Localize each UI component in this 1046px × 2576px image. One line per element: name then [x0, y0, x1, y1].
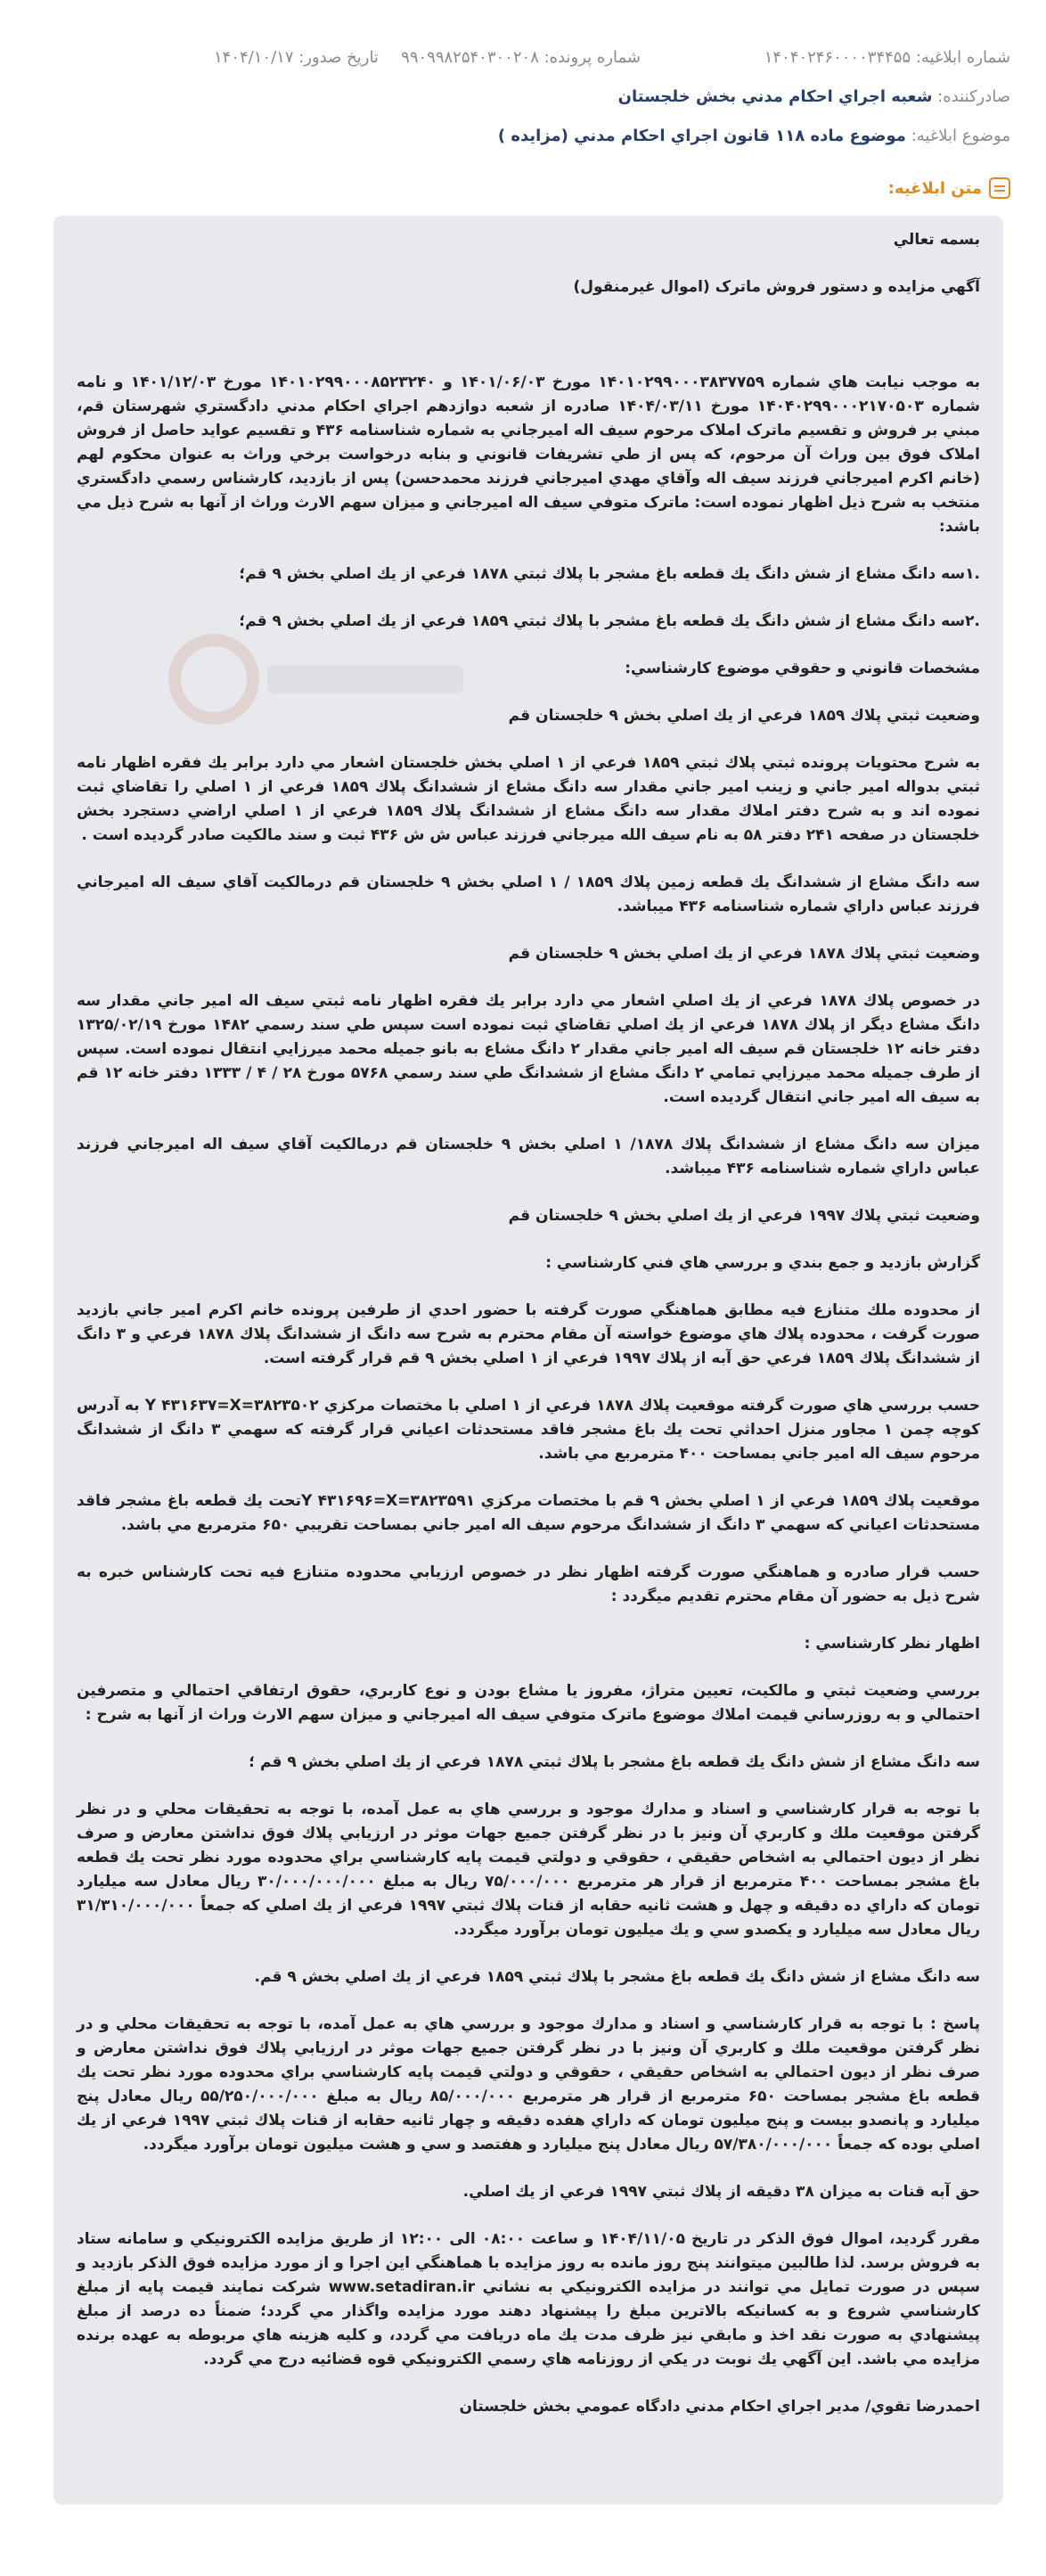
body-paragraph: سه دانگ مشاع از شش دانگ يك قطعه باغ مشجر با پلاك ثبتي ۱۸۵۹ فرعي از يك اصلي بخش ۹ قم. [254, 1968, 980, 1986]
body-heading: وضعيت ثبتي پلاك ۱۹۹۷ فرعي از يك اصلي بخش ۹ خلجستان قم [508, 1207, 980, 1225]
notice-number-label: شماره ابلاغيه: [915, 48, 1010, 67]
body-paragraph: در خصوص پلاك ۱۸۷۸ فرعي از يك اصلي اشعار مي دارد برابر يك فقره اظهار نامه ثبتي سيف اله امير جاني مقدار سه دانگ مشاع ديگر از پلاك ۱۸۷۸ فرعي از يك اصلي تقاضاي ثبت نموده است سپس طي سند رسمي ۱۴۸۲ مورخ ۱۳۲۵/۰۲/۱۹ دفتر خانه ۱۲ خلجستان قم سيف اله امير جاني مقدار ۲ دانگ مشاع به بانو جميله محمد ميرزايي انتقال نموده است. سپس از طرف جميله محمد ميرزايي تمامي ۲ دانگ مشاع از ششدانگ طي سند رسمي ۵۷۶۸ مورخ ۲۸ / ۴ / ۱۳۳۳ دفتر خانه ۱۲ قم به سيف اله امير جاني انتقال گرديده است. [77, 992, 981, 1106]
case-number-label: شماره پرونده: [543, 48, 641, 67]
body-paragraph: سه دانگ مشاع از شش دانگ يك قطعه باغ مشجر با پلاك ثبتي ۱۸۷۸ فرعي از يك اصلي بخش ۹ قم ؛ [249, 1753, 980, 1771]
body-heading: وضعيت ثبتي پلاك ۱۸۵۹ فرعي از يك اصلي بخش ۹ خلجستان قم [508, 707, 980, 725]
body-paragraph: حسب بررسي هاي صورت گرفته موقعيت پلاك ۱۸۷۸ فرعي از ۱ اصلي با مختصات مركزي ۳۸۲۳۵۰۲=Y ۴۳۱۶۳۷=X به آدرس كوچه چمن ۱ مجاور منزل احداثي تحت يك باغ مشجر فاقد مستحدثات اعياني قرار گرفته كه سهمي ۳ دانگ از ششدانگ مرحوم سيف اله امير جاني بمساحت ۴۰۰ مترمربع مي باشد. [77, 1397, 980, 1463]
subject-label: موضوع ابلاغيه: [911, 127, 1010, 145]
body-paragraph: موقعيت پلاك ۱۸۵۹ فرعي از ۱ اصلي بخش ۹ قم با مختصات مركزي ۳۸۲۳۵۹۱=Y ۴۳۱۶۹۶=Xتحت يك قطعه باغ مشجر فاقد مستحدثات اعياني كه سهمي ۳ دانگ از ششدانگ مرحوم سيف اله امير جاني بمساحت تقريبي ۶۵۰ مترمربع مي باشد. [77, 1492, 980, 1534]
notice-number-value: ۱۴۰۴۰۲۴۶۰۰۰۰۳۴۴۵۵ [764, 48, 911, 67]
body-paragraph: ميزان سه دانگ مشاع از ششدانگ پلاك ۱۸۷۸/ ۱ اصلي بخش ۹ خلجستان قم درمالكيت آقاي سيف اله اميرجاني فرزند عباس داراي شماره شناسنامه ۴۳۶ ميباشد. [77, 1136, 980, 1177]
issue-date-label: تاريخ صدور: [298, 48, 379, 67]
body-signature: احمدرضا تقوي/ مدير اجراي احکام مدني دادگاه عمومي بخش خلجستان [459, 2398, 980, 2416]
body-paragraph: بررسي وضعيت ثبتي و مالكيت، تعيين متراژ، مفروز يا مشاع بودن و نوع كاربري، حقوق ارتفاقي احتمالي و متصرفين احتمالي و به روزرساني قيمت املاك موضوع ماترک متوفي سيف اله اميرجاني و ميزان سهم الارث وراث از آنها به شرح : [77, 1682, 980, 1724]
notice-text-heading [888, 176, 1010, 200]
body-paragraph: حق آبه قنات به ميزان ۳۸ دقيقه از پلاك ثبتي ۱۹۹۷ فرعي از يك اصلي. [462, 2183, 980, 2201]
document-text-icon [989, 177, 1010, 199]
body-heading: وضعيت ثبتي پلاك ۱۸۷۸ فرعي از يك اصلي بخش ۹ خلجستان قم [508, 945, 980, 963]
body-heading: اظهار نظر كارشناسي : [804, 1635, 980, 1653]
body-paragraph: .۱سه دانگ مشاع از شش دانگ يك قطعه باغ مشجر با پلاك ثبتي ۱۸۷۸ فرعي از يك اصلي بخش ۹ قم؛ [239, 565, 980, 583]
meta-row [0, 48, 1046, 75]
subject-line [498, 127, 1010, 145]
body-heading: مشخصات قانوني و حقوقي موضوع كارشناسي: [625, 660, 980, 677]
notice-number [764, 48, 1010, 67]
body-basmala: بسمه تعالي [893, 231, 980, 249]
body-paragraph: حسب قرار صادره و هماهنگي صورت گرفته اظهار نظر در خصوص ارزيابي محدوده متنازع فيه تحت كارشناس خبره به شرح ذيل به حضور آن مقام محترم تقديم ميگردد : [77, 1563, 980, 1605]
body-title: آگهي مزايده و دستور فروش ماترک (اموال غيرمنقول) [573, 278, 980, 296]
body-paragraph: سه دانگ مشاع از ششدانگ يك قطعه زمين پلاك ۱۸۵۹ / ۱ اصلي بخش ۹ خلجستان قم درمالكيت آقاي سيف اله اميرجاني فرزند عباس داراي شماره شناسنامه ۴۳۶ ميباشد. [77, 874, 980, 915]
issuer-value: شعبه اجراي احکام مدني بخش خلجستان [617, 87, 933, 106]
notice-body [53, 216, 1003, 2505]
issue-date [214, 48, 379, 67]
subject-value: موضوع ماده ۱۱۸ قانون اجراي احکام مدني (مزايده ) [497, 127, 906, 145]
case-number-value: ۹۹۰۹۹۸۲۵۴۰۳۰۰۲۰۸ [401, 48, 539, 67]
body-paragraph: به شرح محتويات پرونده ثبتي پلاك ثبتي ۱۸۵۹ فرعي از ۱ اصلي بخش خلجستان اشعار مي دارد برابر يك فقره اظهار نامه ثبتي بدواله امير جاني و زينب امير جاني مقدار سه دانگ مشاع از ششدانگ پلاك ۱۸۵۹ فرعي از ۱ اصلي را تقاضاي ثبت نموده اند و به شرح دفتر املاك مقدار سه دانگ مشاع از ششدانگ پلاك ۱۸۵۹ فرعي از ۱ اصلي اراضي دستجرد بخش خلجستان در صفحه ۲۴۱ دفتر ۵۸ به نام سيف الله ميرجاني فرزند عباس ش ش ۴۳۶ ثبت و سند مالكيت صادر گرديده است . [77, 754, 980, 844]
issuer-line [618, 87, 1010, 106]
issuer-label: صادرکننده: [937, 87, 1010, 106]
body-paragraph: پاسخ : با توجه به قرار كارشناسي و اسناد و مدارك موجود و بررسي هاي به عمل آمده، با توجه به تحقيقات محلي و در نظر گرفتن موقعيت ملك و كاربري آن ونيز با در نظر گرفتن جميع جهات موثر در ارزيابي پلاك فوق نداشتن معارض و صرف نظر از ديون احتمالي به اشخاص حقيقي ، حقوقي و دولتي قيمت پايه كارشناسي براي محدوده مورد نظر تحت يك قطعه باغ مشجر بمساحت ۶۵۰ مترمربع از قرار هر مترمربع ۸۵/۰۰۰/۰۰۰ ريال به مبلغ ۵۵/۲۵۰/۰۰۰/۰۰۰ ريال معادل پنج ميليارد و پانصدو بيست و پنج ميليون تومان كه داراي هفده دقيقه و چهار ثانيه حقابه از قنات پلاك ثبتي ۱۹۹۷ فرعي از يك اصلي بوده كه جمعاً ۵۷/۳۸۰/۰۰۰/۰۰۰ ريال معادل پنج ميليارد و هفتصد و سي و هشت ميليون تومان برآورد ميگردد. [77, 2015, 981, 2154]
body-heading: گزارش بازديد و جمع بندي و بررسي هاي فني كارشناسي : [545, 1254, 980, 1272]
body-paragraph: مقرر گرديد، اموال فوق الذكر در تاريخ ۱۴۰۴/۱۱/۰۵ و ساعت ۰۸:۰۰ الی ۱۲:۰۰ از طريق مزايده الكترونيكي و سامانه ستاد به فروش برسد. لذا طالبين ميتوانند پنج روز مانده به روز مزايده با هماهنگي اين اجرا و از مورد مزايده فوق الذكر بازديد و سپس در صورت تمايل مي توانند در مزايده الكترونيكي به نشاني www.setadiran.ir شركت نمايند قيمت پايه از مبلغ كارشناسي شروع و به كسانيكه بالاترين مبلغ را پيشنهاد دهند مورد مزايده واگذار مي گردد؛ ضمناً ده درصد از مبلغ پيشنهادي به صورت نقد اخذ و مابقي نيز ظرف مدت يك ماه دريافت مي گردد، و كليه هزينه هاي مربوطه به عهده برنده مزايده مي باشد. اين آگهي يك نوبت در يكي از روزنامه هاي رسمي الكترونيكي قوه قضائيه درج مي گردد. [77, 2230, 980, 2368]
issue-date-value: ۱۴۰۴/۱۰/۱۷ [214, 48, 294, 67]
case-number [401, 48, 641, 67]
body-paragraph: .۲سه دانگ مشاع از شش دانگ يك قطعه باغ مشجر با پلاك ثبتي ۱۸۵۹ فرعي از يك اصلي بخش ۹ قم؛ [239, 612, 980, 630]
body-paragraph: با توجه به قرار كارشناسي و اسناد و مدارك موجود و بررسي هاي به عمل آمده، با توجه به تحقيقات محلي و در نظر گرفتن موقعيت ملك و كاربري آن ونيز با در نظر گرفتن جميع جهات موثر در ارزيابي پلاك فوق نداشتن معارض و صرف نظر از ديون احتمالي به اشخاص حقيقي ، حقوقي و دولتي قيمت پايه كارشناسي براي محدوده مورد نظر تحت يك قطعه باغ مشجر بمساحت ۴۰۰ مترمربع از قرار هر مترمربع ۷۵/۰۰۰/۰۰۰ ريال به مبلغ ۳۰/۰۰۰/۰۰۰/۰۰۰ ريال معادل سه ميليارد تومان كه داراي ده دقيقه و چهل و هشت ثانيه حقابه از قنات پلاك ثبتي ۱۹۹۷ فرعي از يك اصلي كه جمعاً ۳۱/۳۱۰/۰۰۰/۰۰۰ ريال معادل سه ميليارد و يكصدو سي و يك ميليون تومان برآورد ميگردد. [77, 1801, 981, 1939]
notice-text-title: متن ابلاغيه: [887, 178, 982, 198]
body-paragraph: از محدوده ملك متنازع فيه مطابق هماهنگي صورت گرفته با حضور احدي از طرفين پرونده خانم اكرم امير جاني بازديد صورت گرفت ، محدوده پلاك هاي موضوع خواسته آن مقام محترم به شرح سه دانگ از ششدانگ پلاك ۱۸۷۸ فرعي و ۳ دانگ از ششدانگ پلاك ۱۸۵۹ فرعي حق آبه از پلاك ۱۹۹۷ فرعي از ۱ اصلي بخش ۹ قم قرار گرفته است. [77, 1301, 981, 1367]
body-paragraph: به موجب نيابت هاي شماره ۱۴۰۱۰۲۹۹۰۰۰۳۸۳۷۷۵۹ مورخ ۱۴۰۱/۰۶/۰۳ و ۱۴۰۱۰۲۹۹۰۰۰۸۵۲۳۲۴۰ مورخ ۱۴۰۱/۱۲/۰۳ و نامه شماره ۱۴۰۴۰۲۹۹۰۰۰۲۱۷۰۵۰۳ مورخ ۱۴۰۴/۰۳/۱۱ صادره از شعبه دوازدهم اجراي احکام مدني دادگستري شهرستان قم، مبني بر فروش و تقسيم ماترک املاک مرحوم سيف اله اميرجاني به شماره شناسنامه ۴۳۶ و تقسيم عوايد حاصل از فروش املاک فوق بين وراث آن مرحوم، که پس از طي تشريفات قانوني و بنابه درخواست برخي وراث به عنوان محکوم لهم (خانم اکرم اميرجاني فرزند سيف اله وآقاي مهدي اميرجاني فرزند محمدحسن) پس از بازديد، کارشناس رسمي دادگستري منتخب به شرح ذيل اظهار نموده است: ماترک متوفي سيف اله اميرجاني و ميزان سهم الارث وراث از آنها به شرح ذيل مي باشد: [77, 373, 981, 536]
